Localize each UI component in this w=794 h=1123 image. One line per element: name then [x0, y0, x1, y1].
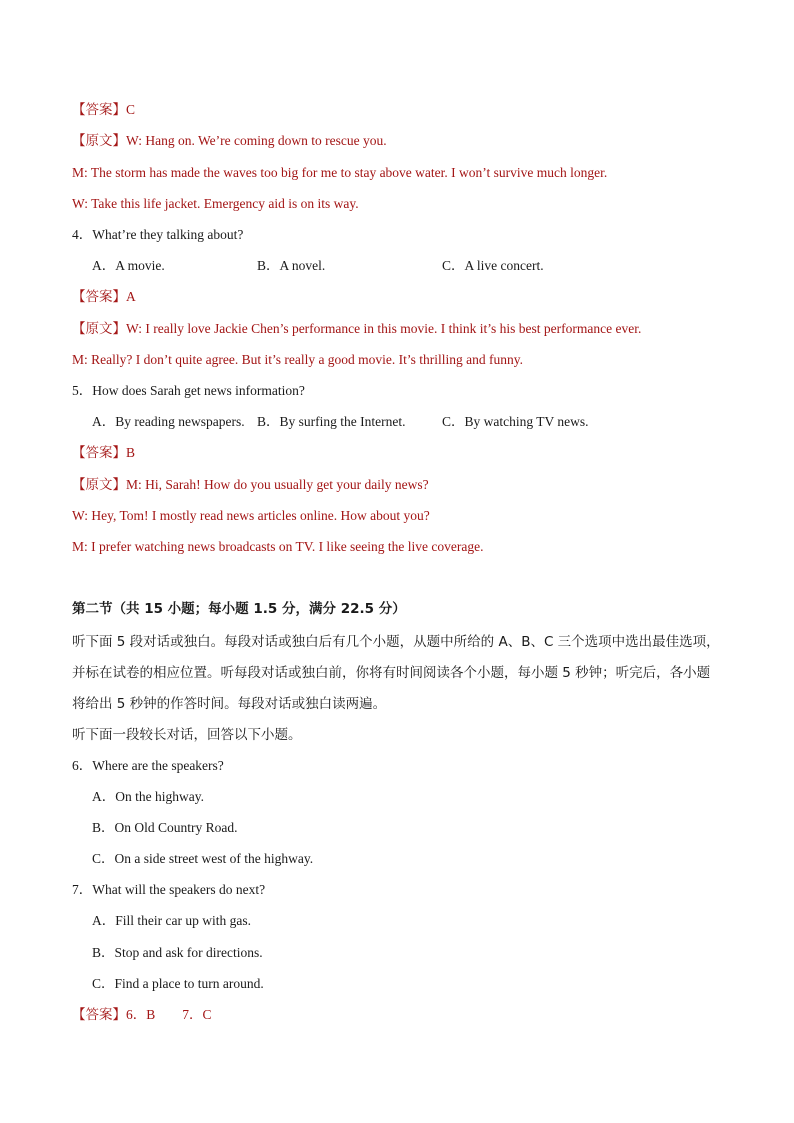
- section-instructions: 听下面 5 段对话或独白。每段对话或独白后有几个小题，从题中所给的 A、B、C 三个选项中选出最佳选项，并标在试卷的相应位置。听每段对话或独白前，你将有时间阅读各个小题，每小题 5 秒钟；听完后，各小题将给出 5 秒钟的作答时间。每段对话或独白读两遍。: [72, 634, 720, 712]
- q4-option-b: B．A novel.: [257, 258, 326, 273]
- answer-value: 6．B 7．C: [126, 1007, 212, 1022]
- q5-transcript-line-3: M: I prefer watching news broadcasts on TV. I like seeing the live coverage.: [72, 539, 484, 554]
- q3-answer: [72, 101, 135, 119]
- q7-option-c: C．Find a place to turn around.: [92, 976, 264, 991]
- answer-tag: 【答案】: [72, 289, 126, 305]
- q5-transcript-line-1: [72, 476, 429, 494]
- transcript-tag: 【原文】: [72, 321, 126, 337]
- q3-transcript-line-2: M: The storm has made the waves too big for me to stay above water. I won’t survive much longer.: [72, 165, 608, 180]
- q6-option-b: B．On Old Country Road.: [92, 820, 238, 835]
- answer-tag: 【答案】: [72, 1007, 126, 1023]
- transcript-text: M: Hi, Sarah! How do you usually get your daily news?: [126, 477, 429, 492]
- q5-option-b: B．By surfing the Internet.: [257, 414, 406, 429]
- answer-value: A: [126, 289, 136, 304]
- q4-answer: [72, 288, 136, 306]
- section-heading: 第二节（共 15 小题；每小题 1.5 分，满分 22.5 分）: [72, 601, 406, 617]
- q6-question: 6．Where are the speakers?: [72, 758, 224, 773]
- q7-option-a: A．Fill their car up with gas.: [92, 913, 251, 928]
- q4-option-a: A．A movie.: [92, 258, 165, 273]
- q7-question: 7．What will the speakers do next?: [72, 882, 266, 897]
- q5-options: [92, 413, 589, 431]
- answer-value: C: [126, 102, 136, 117]
- answer-tag: 【答案】: [72, 445, 126, 461]
- q6-option-c: C．On a side street west of the highway.: [92, 851, 314, 866]
- q4-transcript-line-2: M: Really? I don’t quite agree. But it’s really a good movie. It’s thrilling and funny.: [72, 352, 524, 367]
- answer-value: B: [126, 445, 136, 460]
- q4-transcript-line-1: [72, 320, 641, 338]
- q3-transcript-line-3: W: Take this life jacket. Emergency aid is on its way.: [72, 196, 359, 211]
- q4-question: 4．What’re they talking about?: [72, 227, 244, 242]
- transcript-text: W: Hang on. We’re coming down to rescue you.: [126, 133, 387, 148]
- q3-transcript-line-1: [72, 132, 387, 150]
- transcript-tag: 【原文】: [72, 477, 126, 493]
- q5-answer: [72, 444, 135, 462]
- sub-instruction: 听下面一段较长对话，回答以下小题。: [72, 727, 302, 743]
- transcript-text: W: I really love Jackie Chen’s performance in this movie. I think it’s his best performance ever.: [126, 321, 642, 336]
- q6-option-a: A．On the highway.: [92, 789, 204, 804]
- q5-transcript-line-2: W: Hey, Tom! I mostly read news articles online. How about you?: [72, 508, 430, 523]
- q5-option-a: A．By reading newspapers.: [92, 414, 245, 429]
- q6-7-answer: [72, 1006, 212, 1024]
- q4-option-c: C．A live concert.: [442, 258, 544, 273]
- q5-question: 5．How does Sarah get news information?: [72, 383, 305, 398]
- answer-tag: 【答案】: [72, 102, 126, 118]
- q5-option-c: C．By watching TV news.: [442, 414, 589, 429]
- transcript-tag: 【原文】: [72, 133, 126, 149]
- q7-option-b: B．Stop and ask for directions.: [92, 945, 263, 960]
- q4-options: [92, 257, 544, 275]
